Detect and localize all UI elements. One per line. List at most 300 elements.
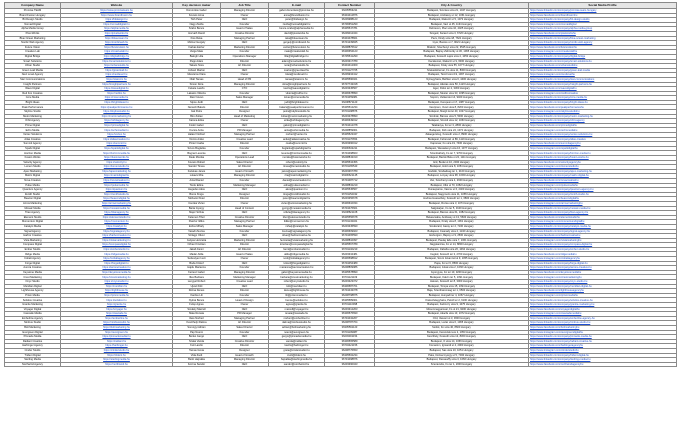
- social-profile-link[interactable]: https://www.linkedin.com/company/forge-digital-hu: [529, 261, 677, 266]
- social-profile-link[interactable]: https://www.facebook.com/velocityagencyhu: [529, 160, 677, 165]
- table-cell: Creative Director: [221, 215, 269, 220]
- table-cell: Mosaic Media: [5, 206, 61, 211]
- table-cell: Budapest, Kerepesi ut 17, 1087 Hungary: [375, 100, 529, 105]
- table-cell: PR Manager: [221, 128, 269, 133]
- website-link[interactable]: https://nomaddigital.hu: [61, 22, 173, 27]
- table-cell: Budapest, Kazinczy utca 9, 1075 Hungary: [375, 303, 529, 308]
- table-cell: 36203334481: [325, 252, 375, 257]
- table-cell: Mohacsi Peter: [173, 197, 221, 202]
- table-cell: Head of Design: [221, 298, 269, 303]
- table-cell: 36304478821: [325, 36, 375, 41]
- website-link[interactable]: https://emberline.hu: [61, 316, 173, 321]
- website-link[interactable]: https://www.brandfusion.hu: [61, 13, 173, 18]
- website-link[interactable]: https://onyxstudio.hu: [61, 280, 173, 285]
- table-cell: Bright Ideas: [5, 100, 61, 105]
- social-profile-link[interactable]: https://www.instagram.com/skylinestudiohu: [529, 110, 677, 115]
- website-link[interactable]: https://novacreative.hu: [61, 178, 173, 183]
- website-link[interactable]: https://apexmarketing.hu: [61, 169, 173, 174]
- column-header: City & Country: [375, 3, 529, 9]
- website-link[interactable]: https://cascade.hu: [61, 312, 173, 317]
- website-link[interactable]: https://trident.hu: [61, 353, 173, 358]
- website-link[interactable]: https://peakperformance.hu: [61, 105, 173, 110]
- table-cell: Budapest, Fehervari ut 89, 1119 Hungary: [375, 137, 529, 142]
- table-cell: Art Director: [221, 165, 269, 170]
- social-profile-link[interactable]: https://www.facebook.com/voyagerdigitalhu: [529, 307, 677, 312]
- social-profile-link[interactable]: https://www.instagram.com/redfoxcreative: [529, 91, 677, 96]
- table-cell: Budapest, Hold utca 8, 1054 Hungary: [375, 165, 529, 170]
- table-cell: 36707743318: [325, 82, 375, 87]
- website-link[interactable]: https://crestmarketing.hu: [61, 275, 173, 280]
- table-cell: zsuzsa@signalagency.hu: [269, 229, 325, 234]
- social-profile-link[interactable]: https://www.linkedin.com/company/promise-team-hungary: [529, 9, 677, 14]
- table-cell: Managing Director: [221, 9, 269, 14]
- website-link[interactable]: https://harbinger.hu: [61, 344, 173, 349]
- social-profile-link[interactable]: https://www.instagram.com/sparkdigitalhu: [529, 146, 677, 151]
- website-link[interactable]: https://horizonmedia.hu: [61, 151, 173, 156]
- social-profile-link[interactable]: https://www.facebook.com/keystonemediahu: [529, 270, 677, 275]
- social-profile-link[interactable]: https://www.linkedin.com/company/emberline-agency-hu: [529, 316, 677, 321]
- social-profile-link[interactable]: https://www.linkedin.com/company/horizon-media-hu: [529, 151, 677, 156]
- social-profile-link[interactable]: https://www.linkedin.com/company/aurora-creative-hu: [529, 266, 677, 271]
- table-cell: Budapest, Lazar utca 6, 1065 Hungary: [375, 321, 529, 326]
- table-cell: Paks, Dozsa Gyorgy ut 5, 7030 Hungary: [375, 353, 529, 358]
- table-cell: Nagykanizsa, Fo ut 14, 8800 Hungary: [375, 243, 529, 248]
- table-cell: zsolt@trident.hu: [269, 353, 325, 358]
- table-cell: Budapest, Bartok Bela ut 22, 1111 Hungary: [375, 156, 529, 161]
- table-cell: Marketing Manager: [221, 183, 269, 188]
- table-cell: Director: [221, 142, 269, 147]
- website-link[interactable]: https://evergreen.hu: [61, 330, 173, 335]
- social-profile-link[interactable]: https://www.facebook.com/boltmarketinghu: [529, 325, 677, 330]
- social-profile-link[interactable]: https://www.linkedin.com/company/green-leaf-media: [529, 68, 677, 73]
- website-link[interactable]: https://urbanstudio.hu: [61, 64, 173, 69]
- social-profile-link[interactable]: https://www.facebook.com/ridgemediahu: [529, 252, 677, 257]
- table-cell: Balogh Lilla: [173, 54, 221, 59]
- social-profile-link[interactable]: https://www.instagram.com/cascademediahu: [529, 312, 677, 317]
- table-cell: 36306565589: [325, 339, 375, 344]
- social-profile-link[interactable]: https://www.linkedin.com/company/signal-agency-hu: [529, 229, 677, 234]
- website-link[interactable]: https://www.promiseteam.hu: [61, 9, 173, 14]
- social-profile-link[interactable]: https://www.instagram.com/momentumdigitalhu: [529, 220, 677, 225]
- social-profile-link[interactable]: https://www.linkedin.com/company/nimbus-studio-hu: [529, 321, 677, 326]
- website-link[interactable]: https://nordicweb.hu: [61, 41, 173, 46]
- table-cell: Kozma Sandor: [173, 362, 221, 367]
- table-cell: Evergreen Digital: [5, 330, 61, 335]
- social-profile-link[interactable]: https://www.facebook.com/pixelworkshu: [529, 31, 677, 36]
- website-link[interactable]: https://cobaltagency.hu: [61, 257, 173, 262]
- social-profile-link[interactable]: https://www.instagram.com/cobaltagencyhu: [529, 257, 677, 262]
- website-link[interactable]: https://auroracreative.hu: [61, 266, 173, 271]
- website-link[interactable]: https://arrowmarketing.hu: [61, 201, 173, 206]
- table-cell: Miskolc, Szechenyi utca 22, 3525 Hungary: [375, 45, 529, 50]
- website-link[interactable]: https://prismmedia.hu: [61, 293, 173, 298]
- website-link[interactable]: https://digitalbridge.hu: [61, 54, 173, 59]
- social-profile-link[interactable]: https://www.linkedin.com/company/radiant-creative-hu: [529, 339, 677, 344]
- table-cell: Szekszard, Garay ter 2, 7100 Hungary: [375, 224, 529, 229]
- website-link[interactable]: https://ridgemedia.hu: [61, 252, 173, 257]
- social-profile-link[interactable]: https://www.facebook.com/elementstudiohu: [529, 215, 677, 220]
- website-link[interactable]: https://pulsemedia.hu: [61, 183, 173, 188]
- website-link[interactable]: https://orbitagency.hu: [61, 119, 173, 124]
- social-profile-link[interactable]: https://www.facebook.com/novacreativehu: [529, 178, 677, 183]
- table-cell: 36205553211: [325, 9, 375, 14]
- table-cell: 36704443378: [325, 289, 375, 294]
- table-cell: 36306654123: [325, 50, 375, 55]
- social-profile-link[interactable]: https://www.instagram.com/lumenstudiohu: [529, 165, 677, 170]
- social-profile-link[interactable]: https://www.linkedin.com/company/titan-agency-hu: [529, 211, 677, 216]
- website-link[interactable]: https://vistamarketing.hu: [61, 238, 173, 243]
- website-link[interactable]: https://quantum.hu: [61, 188, 173, 193]
- social-profile-link[interactable]: https://www.linkedin.com/company/smart-solutions-hu: [529, 59, 677, 64]
- website-link[interactable]: https://vertex.hu: [61, 133, 173, 138]
- website-link[interactable]: https://sparkdigital.hu: [61, 146, 173, 151]
- social-profile-link[interactable]: https://www.linkedin.com/company/trident-digital-hu: [529, 353, 677, 358]
- website-link[interactable]: https://boltmarketing.hu: [61, 325, 173, 330]
- table-cell: zsofia@nomaddigital.hu: [269, 22, 325, 27]
- social-profile-link[interactable]: https://www.linkedin.com/company/alpha-media-group: [529, 27, 677, 32]
- table-cell: Tatabanya, Fo ter 3, 2800 Hungary: [375, 123, 529, 128]
- social-profile-link[interactable]: https://www.linkedin.com/company/pinnacle-media-hu: [529, 335, 677, 340]
- table-cell: bence.szabo@alphamedia.hu: [269, 27, 325, 32]
- table-cell: 36306621145: [325, 174, 375, 179]
- table-cell: Lakatos Viktoria: [173, 91, 221, 96]
- table-cell: Compass Digital: [5, 243, 61, 248]
- table-cell: Arrow Marketing: [5, 201, 61, 206]
- table-row: [5, 362, 677, 367]
- website-link[interactable]: https://pinnaclemedia.hu: [61, 335, 173, 340]
- social-profile-link[interactable]: https://www.linkedin.com/company/catalyst-media-hu: [529, 224, 677, 229]
- website-link[interactable]: https://elementstudio.hu: [61, 215, 173, 220]
- social-profile-link[interactable]: https://www.linkedin.com/company/mosaic-media-hu: [529, 206, 677, 211]
- table-cell: boglarka@sparkdigital.hu: [269, 146, 325, 151]
- table-cell: Racz Istvan: [173, 96, 221, 101]
- table-cell: Ridge Media: [5, 252, 61, 257]
- social-profile-link[interactable]: https://www.linkedin.com/company/meridian-digital-hu: [529, 284, 677, 289]
- table-cell: Art Director: [221, 321, 269, 326]
- website-link[interactable]: https://zenithstudio.hu: [61, 192, 173, 197]
- website-link[interactable]: https://nextlevel.hu: [61, 73, 173, 78]
- social-profile-link[interactable]: https://www.instagram.com/creativelabhu: [529, 50, 677, 55]
- table-cell: Cobalt Agency: [5, 257, 61, 262]
- table-cell: Prime Digital: [5, 123, 61, 128]
- social-profile-link[interactable]: https://www.linkedin.com/company/core-media-hu: [529, 96, 677, 101]
- website-link[interactable]: https://catalyst.hu: [61, 224, 173, 229]
- website-link[interactable]: https://nimbusstudio.hu: [61, 321, 173, 326]
- social-profile-link[interactable]: https://www.linkedin.com/company/apex-marketing-hu: [529, 169, 677, 174]
- social-profile-link[interactable]: https://www.facebook.com/brandfusionhu: [529, 13, 677, 18]
- website-link[interactable]: https://skylinestudio.hu: [61, 110, 173, 115]
- table-cell: judit@brightideas.hu: [269, 100, 325, 105]
- website-link[interactable]: https://lumenstudio.hu: [61, 165, 173, 170]
- table-cell: 36208843310: [325, 156, 375, 161]
- social-profile-link[interactable]: https://www.facebook.com/northwindagencyhu: [529, 362, 677, 367]
- table-cell: Gal Petra: [173, 110, 221, 115]
- table-cell: Fazekas Janos: [173, 169, 221, 174]
- table-cell: Barta Gyorgy: [173, 206, 221, 211]
- table-cell: Kovacs Robert: [173, 160, 221, 165]
- table-cell: Berki Hajnalka: [173, 358, 221, 363]
- table-cell: Designer: [221, 110, 269, 115]
- social-profile-link[interactable]: https://www.linkedin.com/company/zenith-studio-hu: [529, 192, 677, 197]
- table-cell: laszlo@wavedigital.hu: [269, 87, 325, 92]
- website-link[interactable]: https://matrixdigital.hu: [61, 174, 173, 179]
- table-cell: Onyx Studio: [5, 280, 61, 285]
- table-cell: Pasztor Ildiko: [173, 220, 221, 225]
- table-cell: Domonkos Gabor: [173, 9, 221, 14]
- social-profile-link[interactable]: https://www.linkedin.com/company/star-communications: [529, 77, 677, 82]
- social-profile-link[interactable]: https://www.instagram.com/cinderstudiohu: [529, 348, 677, 353]
- social-profile-link[interactable]: https://www.instagram.com/vistamarketinghu: [529, 238, 677, 243]
- table-cell: Founder: [221, 266, 269, 271]
- website-link[interactable]: https://creativelab.hu: [61, 50, 173, 55]
- social-profile-link[interactable]: https://www.instagram.com/echomediahu: [529, 128, 677, 133]
- website-link[interactable]: https://northwind.hu: [61, 362, 173, 367]
- table-cell: norbert@vertex.hu: [269, 133, 325, 138]
- table-cell: Bolt Marketing: [5, 325, 61, 330]
- social-profile-link[interactable]: https://www.instagram.com/nextlevelhu: [529, 73, 677, 78]
- table-cell: 36701127765: [325, 68, 375, 73]
- table-cell: david@pixelworks.hu: [269, 31, 325, 36]
- website-link[interactable]: https://alphamedia.hu: [61, 27, 173, 32]
- website-link[interactable]: https://momentum.hu: [61, 220, 173, 225]
- social-profile-link[interactable]: https://www.linkedin.com/company/nordic-web-agency: [529, 41, 677, 46]
- social-profile-link[interactable]: https://www.linkedin.com/company/blue-ocean-marketing: [529, 36, 677, 41]
- website-link[interactable]: https://harborcreative.hu: [61, 234, 173, 239]
- website-link[interactable]: https://greenleaf.hu: [61, 68, 173, 73]
- social-profile-link[interactable]: https://www.linkedin.com/company/compass-digital-hu: [529, 243, 677, 248]
- table-cell: Budapest, Ulloi ut 70, 1082 Hungary: [375, 183, 529, 188]
- social-profile-link[interactable]: https://www.instagram.com/arrowmarketinghu: [529, 201, 677, 206]
- website-link[interactable]: https://radiant.hu: [61, 339, 173, 344]
- website-link[interactable]: https://meridian.hu: [61, 284, 173, 289]
- table-cell: vivien@arrowmarketing.hu: [269, 201, 325, 206]
- website-link[interactable]: https://wavedigital.hu: [61, 87, 173, 92]
- table-cell: Budapest, Dessewffy utca 3, 1066 Hungary: [375, 358, 529, 363]
- social-profile-link[interactable]: https://www.linkedin.com/company/fusion-works-hu: [529, 156, 677, 161]
- table-cell: Mate Renata: [173, 312, 221, 317]
- website-link[interactable]: https://blueocean.hu: [61, 36, 173, 41]
- table-cell: Budapest, Dob utca 24, 1072 Hungary: [375, 128, 529, 133]
- table-cell: kinga@zenithstudio.hu: [269, 192, 325, 197]
- social-profile-link[interactable]: https://www.linkedin.com/company/onyx-studio-hu: [529, 280, 677, 285]
- table-cell: attila@ridgemedia.hu: [269, 252, 325, 257]
- table-cell: Boda Kristof: [173, 261, 221, 266]
- table-cell: Echo Media: [5, 128, 61, 133]
- table-cell: Budapest, Paulay Ede utca 7, 1061 Hungary: [375, 238, 529, 243]
- website-link[interactable]: https://titanagency.hu: [61, 211, 173, 216]
- website-link[interactable]: https://metromarketing.hu: [61, 114, 173, 119]
- website-link[interactable]: https://compassdigital.hu: [61, 243, 173, 248]
- website-link[interactable]: https://starcom.hu: [61, 77, 173, 82]
- social-profile-link[interactable]: https://www.linkedin.com/company/metro-marketing-hu: [529, 114, 677, 119]
- website-link[interactable]: https://lighthouse.hu: [61, 289, 173, 294]
- table-cell: Nyitrai Bence: [173, 298, 221, 303]
- table-cell: 36704487712: [325, 178, 375, 183]
- table-cell: Nova Creative: [5, 178, 61, 183]
- table-cell: Budapest, Baross utca 61, 1082 Hungary: [375, 211, 529, 216]
- table-cell: Founder: [221, 178, 269, 183]
- social-profile-link[interactable]: https://www.facebook.com/lighthouseagencyhu: [529, 289, 677, 294]
- table-cell: balazs@peakperformance.hu: [269, 105, 325, 110]
- table-cell: kitti@meridian.hu: [269, 284, 325, 289]
- table-cell: Radiant Creative: [5, 339, 61, 344]
- website-link[interactable]: https://solstice.hu: [61, 298, 173, 303]
- table-cell: 36208809986: [325, 266, 375, 271]
- column-header: Website: [61, 3, 173, 9]
- table-cell: Crest Marketing: [5, 275, 61, 280]
- social-profile-link[interactable]: https://www.linkedin.com/company/ember-studio-hu: [529, 247, 677, 252]
- website-link[interactable]: https://voyager.hu: [61, 307, 173, 312]
- table-cell: Budapest, Kossuth Lajos utca 4, 1053 Hungary: [375, 54, 529, 59]
- table-cell: Toth Peter: [173, 18, 221, 23]
- website-link[interactable]: https://mosaicmedia.hu: [61, 206, 173, 211]
- table-cell: Budapest, Teréz korut 19, 1067 Hungary: [375, 73, 529, 78]
- table-cell: Meridian Digital: [5, 284, 61, 289]
- website-link[interactable]: https://sterlingmedia.hu: [61, 358, 173, 363]
- table-cell: Budapest, Lonyay utca 38, 1093 Hungary: [375, 174, 529, 179]
- table-cell: Metro Marketing: [5, 114, 61, 119]
- table-cell: Art Director: [221, 247, 269, 252]
- social-profile-link[interactable]: https://www.linkedin.com/company/insight-partners-hu: [529, 82, 677, 87]
- table-cell: 36306678890: [325, 91, 375, 96]
- table-cell: Papp Adam: [173, 59, 221, 64]
- table-cell: 36208810097: [325, 238, 375, 243]
- social-profile-link[interactable]: https://www.facebook.com/futurevisionhu: [529, 45, 677, 50]
- table-cell: CEO: [221, 284, 269, 289]
- table-cell: agnes@granite.hu: [269, 303, 325, 308]
- website-link[interactable]: https://bitdesign.hu: [61, 18, 173, 23]
- social-profile-link[interactable]: https://www.facebook.com/urbanstudiohu: [529, 64, 677, 69]
- website-link[interactable]: https://redfox.hu: [61, 91, 173, 96]
- table-cell: ildiko@momentum.hu: [269, 220, 325, 225]
- social-profile-link[interactable]: https://www.facebook.com/harborcreativehu: [529, 234, 677, 239]
- social-profile-link[interactable]: https://www.instagram.com/evergreendigitalhu: [529, 330, 677, 335]
- website-link[interactable]: https://summit.hu: [61, 142, 173, 147]
- website-link[interactable]: https://signalagency.hu: [61, 229, 173, 234]
- table-cell: vanda@radiant.hu: [269, 339, 325, 344]
- social-profile-link[interactable]: https://www.linkedin.com/company/atlas-creative: [529, 137, 677, 142]
- table-cell: Budapest, Izabella utca 20, 1064 Hungary: [375, 247, 529, 252]
- website-link[interactable]: https://pixelworks.hu: [61, 31, 173, 36]
- table-cell: Szekely Marcell: [173, 307, 221, 312]
- social-profile-link[interactable]: https://www.facebook.com/harbingeragencyhu: [529, 344, 677, 349]
- table-cell: CEO: [221, 211, 269, 216]
- table-cell: Deak Monika: [173, 156, 221, 161]
- social-profile-link[interactable]: https://www.linkedin.com/company/bit-design-studio: [529, 18, 677, 23]
- website-link[interactable]: https://insightpartners.hu: [61, 82, 173, 87]
- social-profile-link[interactable]: https://www.linkedin.com/company/orbit-agency: [529, 119, 677, 124]
- table-cell: 36203390012: [325, 142, 375, 147]
- website-link[interactable]: https://forgedigital.hu: [61, 261, 173, 266]
- table-cell: 36209934412: [325, 73, 375, 78]
- table-cell: 36304412876: [325, 13, 375, 18]
- table-cell: Budapest, Kiraly utca 8, 1061 Hungary: [375, 220, 529, 225]
- website-link[interactable]: https://coremedia.hu: [61, 96, 173, 101]
- social-profile-link[interactable]: https://www.facebook.com/peakperformancehu: [529, 105, 677, 110]
- social-profile-link[interactable]: https://www.facebook.com/wavedigitalhu: [529, 87, 677, 92]
- table-cell: Illes Barbara: [173, 275, 221, 280]
- table-cell: 36701154432: [325, 192, 375, 197]
- table-cell: Owner: [221, 257, 269, 262]
- social-profile-link[interactable]: https://www.linkedin.com/company/digital-bridge: [529, 54, 677, 59]
- table-cell: Core Media: [5, 96, 61, 101]
- website-link[interactable]: https://smartsolutions.hu: [61, 59, 173, 64]
- table-cell: gabor@keystonemedia.hu: [269, 270, 325, 275]
- table-cell: norbert@emberline.hu: [269, 316, 325, 321]
- website-link[interactable]: https://cinderstudio.hu: [61, 348, 173, 353]
- table-cell: akos@quantum.hu: [269, 188, 325, 193]
- table-cell: 36704476601: [325, 206, 375, 211]
- table-cell: Budapest, Tompa utca 15, 1094 Hungary: [375, 284, 529, 289]
- table-cell: tibor@elementstudio.hu: [269, 215, 325, 220]
- table-cell: Managing Partner: [221, 36, 269, 41]
- table-cell: Sales Director: [221, 160, 269, 165]
- website-link[interactable]: https://granite.hu: [61, 303, 173, 308]
- website-link[interactable]: https://fusionworks.hu: [61, 156, 173, 161]
- table-cell: Szolnok, Baross utca 5, 5000 Hungary: [375, 114, 529, 119]
- website-link[interactable]: https://echomedia.hu: [61, 128, 173, 133]
- social-profile-link[interactable]: https://www.linkedin.com/company/matrix-digital-hu: [529, 174, 677, 179]
- table-cell: 36208859901: [325, 128, 375, 133]
- social-profile-link[interactable]: https://www.linkedin.com/company/granite-marketing-hu: [529, 303, 677, 308]
- table-cell: Smart Solutions: [5, 59, 61, 64]
- website-link[interactable]: https://keystonemedia.hu: [61, 270, 173, 275]
- social-profile-link[interactable]: https://www.facebook.com/beacondigitalhu: [529, 197, 677, 202]
- table-cell: Catalyst Media: [5, 224, 61, 229]
- website-link[interactable]: https://futurevision.hu: [61, 45, 173, 50]
- table-cell: rita@matrixdigital.hu: [269, 174, 325, 179]
- table-cell: Horvath David: [173, 31, 221, 36]
- social-profile-link[interactable]: https://www.instagram.com/pulsemediahu: [529, 183, 677, 188]
- table-cell: Red Fox Creative: [5, 91, 61, 96]
- table-cell: janos@apexmarketing.hu: [269, 169, 325, 174]
- social-profile-link[interactable]: https://www.linkedin.com/company/vertex-solutions-hu: [529, 133, 677, 138]
- social-profile-link[interactable]: https://www.facebook.com/primedigitalhu: [529, 123, 677, 128]
- table-cell: Budapest, Kiraly utca 55, 1077 Hungary: [375, 64, 529, 69]
- table-cell: Kardos Lili: [173, 293, 221, 298]
- social-profile-link[interactable]: https://www.linkedin.com/company/quantum-agency-hu: [529, 188, 677, 193]
- social-profile-link[interactable]: https://www.facebook.com/summitagencyhu: [529, 142, 677, 147]
- table-cell: Kaposvar, Fo utca 19, 7400 Hungary: [375, 142, 529, 147]
- table-cell: Insight Partners: [5, 82, 61, 87]
- social-profile-link[interactable]: https://www.instagram.com/prismmediahu: [529, 293, 677, 298]
- social-profile-link[interactable]: https://www.instagram.com/crestmarketinghu: [529, 275, 677, 280]
- table-cell: Budapest, Szentes utca 21, 1047 Hungary: [375, 9, 529, 14]
- social-profile-link[interactable]: https://www.instagram.com/nomaddigital: [529, 22, 677, 27]
- table-cell: Budapest, Szondi utca 12, 1063 Hungary: [375, 119, 529, 124]
- social-profile-link[interactable]: https://www.linkedin.com/company/solstice-creative-hu: [529, 298, 677, 303]
- website-link[interactable]: https://velocity.hu: [61, 160, 173, 165]
- table-cell: Sipos Judit: [173, 100, 221, 105]
- table-cell: Cascade Media: [5, 312, 61, 317]
- table-cell: Madar Attila: [173, 252, 221, 257]
- website-link[interactable]: https://atlascreative.hu: [61, 137, 173, 142]
- website-link[interactable]: https://beacondigital.hu: [61, 197, 173, 202]
- table-cell: Veszprem, Ovari utca 8, 8200 Hungary: [375, 105, 529, 110]
- table-cell: 36203345590: [325, 224, 375, 229]
- website-link[interactable]: https://emberstudio.hu: [61, 247, 173, 252]
- table-cell: Eger, Dobo ter 2, 3300 Hungary: [375, 87, 529, 92]
- table-cell: Szalai Vanda: [173, 339, 221, 344]
- website-link[interactable]: https://brightideas.hu: [61, 100, 173, 105]
- table-cell: Founder: [221, 229, 269, 234]
- table-cell: 36203390043: [325, 362, 375, 367]
- website-link[interactable]: https://primedigital.hu: [61, 123, 173, 128]
- social-profile-link[interactable]: https://www.linkedin.com/company/bright-ideas-hu: [529, 100, 677, 105]
- social-profile-link[interactable]: https://www.linkedin.com/company/sterling-media-hu: [529, 358, 677, 363]
- table-cell: Bognar Levente: [173, 151, 221, 156]
- table-cell: Biro Zoltan: [173, 114, 221, 119]
